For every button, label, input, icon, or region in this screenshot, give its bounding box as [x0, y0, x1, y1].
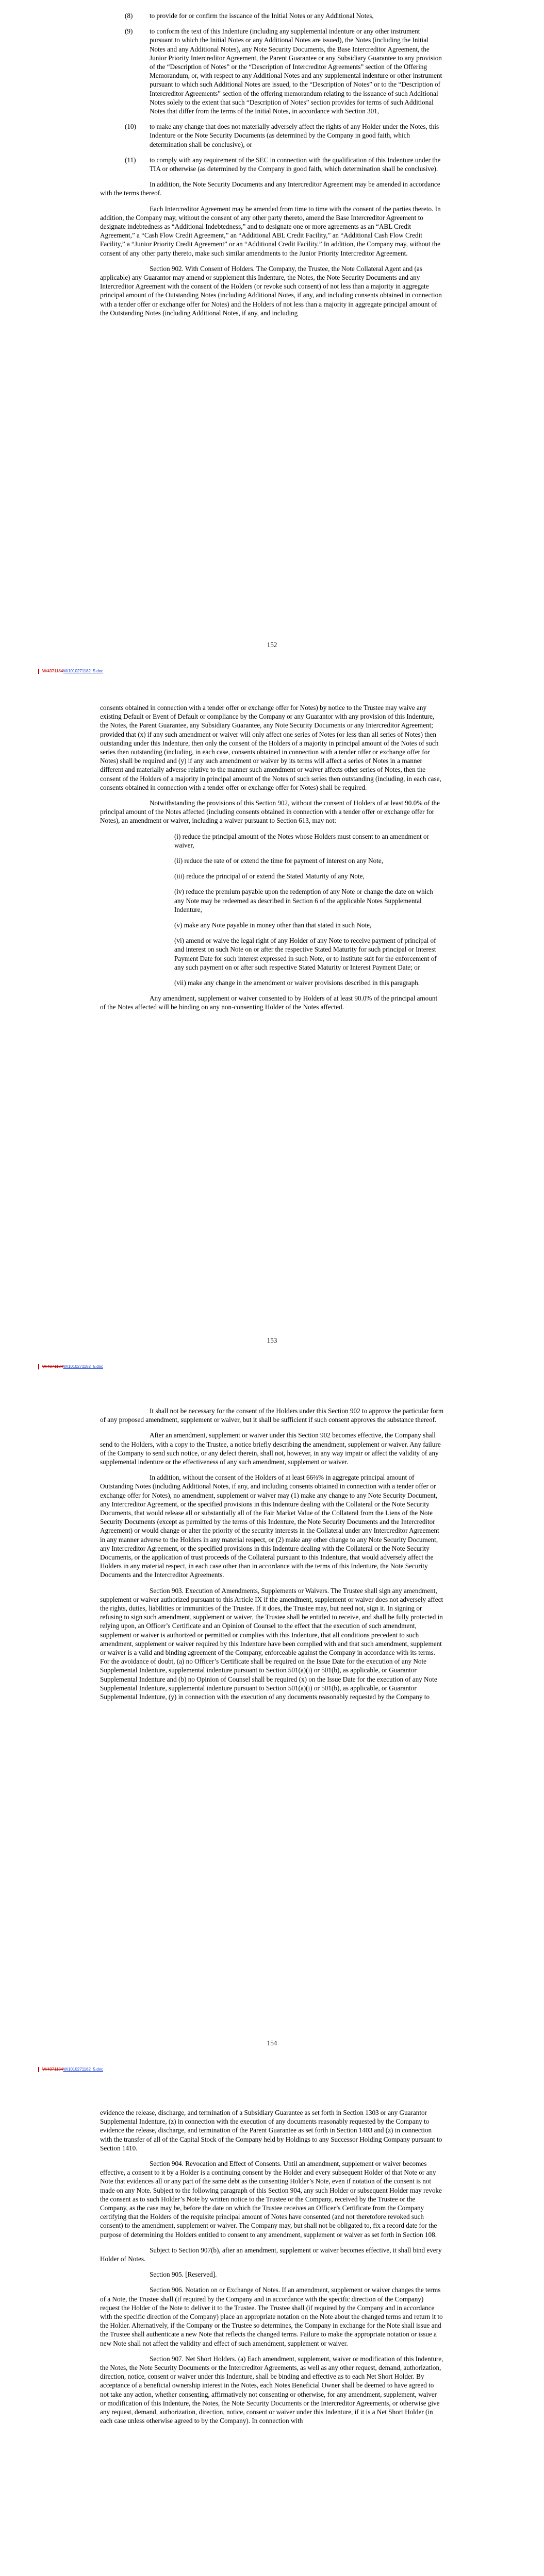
paragraph: Each Intercreditor Agreement may be amended from time to time with the consent of the parties thereto. In addition, the Company may, without the consent of any other party thereto, amend the Base Intercreditor Agreement to designate indebtedness as “Additional Indebtedness,” and to designate one or more agreements as an “ABL Credit Agreement,” a “Cash Flow Credit Agreement,” an “Additional ABL Credit Facility,” an “Additional Cash Flow Credit Facility,” a “Junior Priority Credit Agreement” or an “Additional Credit Facility.” In addition, the Company may, without the consent of any other party thereto, make such similar amendments to the Junior Priority Intercreditor Agreement. — [100, 205, 441, 257]
paragraph-text: to provide for or confirm the issuance of the Initial Notes or any Additional Notes, — [150, 12, 374, 20]
page-154 — [0, 1406, 544, 1708]
paragraph: Section 902. With Consent of Holders. The Company, the Trustee, the Note Collateral Agent and (as applicable) any Guarantor may amend or supplement this Indenture, the Notes, the Note Security Documents and any Intercreditor Agreement with the consent of the Holders (or revoke such consent) of not less than a majority in aggregate principal amount of the Outstanding Notes (including Additional Notes, if any, and including consents obtained in connection with a tender offer or exchange offer for Notes) and the Holders of not less than a majority in aggregate principal amount of the Outstanding Notes (including Additional Notes, if any, and including — [100, 264, 442, 317]
paragraph — [100, 156, 444, 173]
document-id-inserted: W/1010271182_5.doc — [63, 1364, 104, 1369]
paragraph-text: to make any change that does not materially adversely affect the rights of any Holder under the Notes, this Indenture or the Note Security Documents (as determined by the Company in good faith, which determination shall be conclusive), or — [150, 123, 439, 148]
document-id-deleted: W/4971184 — [42, 669, 63, 673]
paragraph: Section 905. [Reserved]. — [150, 2270, 217, 2279]
paragraph — [100, 27, 444, 115]
paragraph: Section 904. Revocation and Effect of Consents. Until an amendment, supplement or waiver becomes effective, a consent to it by a Holder is a continuing consent by the Holder and every subsequent Holder of that Note or any Note that evidences all or any part of the same debt as the consenting Holder’s Note, even if notation of the consent is not made on any Note. Subject to the following paragraph of this Section 904, any such Holder or subsequent Holder may revoke the consent as to such Holder’s Note by written notice to the Trustee or the Company, received by the Trustee or the Company, as the case may be, before the date on which the Trustee receives an Officer’s Certificate from the Company certifying that the Holders of the requisite principal amount of Notes have consented (and not theretofore revoked such consent) to the amendment, supplement or waiver. The Company may, but shall not be obligated to, fix a record date for the purpose of determining the Holders entitled to consent to any amendment, supplement or waiver as set forth in Section 108. — [100, 2160, 442, 2239]
paragraph: evidence the release, discharge, and termination of a Subsidiary Guarantee as set forth in Section 1303 or any Guarantor Supplemental Indenture, (z) in connection with the execution of any documents reasonably requested by the Company to evidence the release, discharge, and termination of the Parent Guarantee as set forth in Section 1403 and (z) in connection with the transfer of all of the Capital Stock of the Company held by Holdings to any Successor Holding Company pursuant to Section 1410. — [100, 2109, 442, 2152]
paragraph: It shall not be necessary for the consent of the Holders under this Section 902 to approve the particular form of any proposed amendment, supplement or waiver, but it shall be sufficient if such consent approves the substance thereof. — [100, 1407, 444, 1424]
paragraph: (iv) reduce the premium payable upon the redemption of any Note or change the date on which any Note may be redeemed as described in Section 6 of the applicable Notes Supplemental Indenture, — [174, 888, 433, 913]
document-id — [42, 669, 103, 673]
paragraph: In addition, without the consent of the Holders of at least 66⅔% in aggregate principal amount of Outstanding Notes (including Additional Notes, if any, and including consents obtained in connection with a tender offer or exchange offer for Notes), no amendment, supplement or waiver may (1) make any change to any Note Security Document, any Intercreditor Agreement, or the specified provisions in this Indenture dealing with the Collateral or the Note Security Documents, that would release all or substantially all of the Fair Market Value of the Collateral from the Liens of the Note Security Documents (except as permitted by the terms of this Indenture, the Note Security Documents and the Intercreditor Agreement) or would change or alter the priority of the security interests in the Collateral under any Intercreditor Agreement in any manner adverse to the Holders in any material respect, or (2) make any other change to any Note Security Document, any Intercreditor Agreement, or the specified provisions in this Indenture dealing with the Collateral or the Note Security Documents, or the application of trust proceeds of the Collateral pursuant to this Indenture, that would adversely affect the Holders in any material respect, in each case other than in accordance with the terms of this Indenture, the Note Security Documents and the Intercreditor Agreements. — [100, 1473, 439, 1579]
page-number: 154 — [267, 2039, 277, 2047]
paragraph: Section 907. Net Short Holders. (a) Each amendment, supplement, waiver or modification of this Indenture, the Notes, the Note Security Documents or the Intercreditor Agreements, as well as any other request, demand, authorization, direction, notice, consent or waiver under this Indenture, shall be binding and effective as to each Net Short Holder. By acceptance of a beneficial ownership interest in the Notes, each Notes Beneficial Owner shall be deemed to have agreed to not take any action, whether consenting, affirmatively not consenting or otherwise, for any amendment, supplement, waiver or modification of this Indenture, the Notes, the Note Security Documents or the Intercreditor Agreements, or otherwise give any request, demand, authorization, direction, notice, consent or waiver under this Indenture, if it is a Net Short Holder (in each case unless otherwise agreed to by the Company). In connection with — [100, 2354, 443, 2425]
page-153 — [0, 703, 544, 1019]
paragraph: (iii) reduce the principal of or extend the Stated Maturity of any Note, — [174, 872, 365, 880]
document-id — [42, 2067, 103, 2072]
paragraph-number: (8) — [125, 12, 133, 20]
paragraph-number: (10) — [125, 123, 136, 131]
paragraph: Subject to Section 907(b), after an amendment, supplement or waiver becomes effective, it shall bind every Holder of Notes. — [100, 2246, 442, 2263]
paragraph: In addition, the Note Security Documents and any Intercreditor Agreement may be amended in accordance with the terms thereof. — [100, 180, 440, 197]
paragraph-number: (11) — [125, 156, 136, 164]
revision-bar — [38, 669, 39, 674]
paragraph — [100, 122, 444, 149]
paragraph-text: to comply with any requirement of the SEC in connection with the qualification of this Indenture under the TIA or otherwise (as determined by the Company in good faith, which determination shall be conclusive). — [150, 156, 441, 173]
paragraph: Section 903. Execution of Amendments, Supplements or Waivers. The Trustee shall sign any amendment, supplement or waiver authorized pursuant to this Article IX if the amendment, supplement or waiver does not adversely affect the rights, duties, liabilities or immunities of the Trustee. If it does, the Trustee may, but need not, sign it. In signing or refusing to sign such amendment, supplement or waiver, the Trustee shall be entitled to receive, and shall be fully protected in relying upon, an Officer’s Certificate and an Opinion of Counsel to the effect that the execution of such amendment, supplement or waiver is authorized or permitted or complies with this Indenture, that all conditions precedent to such amendment, supplement or waiver required by this Indenture have been complied with and that such amendment, supplement or waiver is a valid and binding agreement of the Company, enforceable against the Company in accordance with its terms. For the avoidance of doubt, (a) no Officer’s Certificate shall be required on the Issue Date for the execution of any Note Supplemental Indenture, supplemental indenture pursuant to Section 501(a)(i) or 501(b), as applicable, or Guarantor Supplemental Indenture and (b) no Opinion of Counsel shall be required (x) on the Issue Date for the execution of any Note Supplemental Indenture, supplemental indenture pursuant to Section 501(a)(i) or 501(b), as applicable, or Guarantor Supplemental Indenture, (y) in connection with the execution of any documents reasonably requested by the Company to — [100, 1586, 443, 1701]
paragraph: Section 906. Notation on or Exchange of Notes. If an amendment, supplement or waiver changes the terms of a Note, the Trustee shall (if required by the Company and in accordance with the specific direction of the Company) request the Holder of the Note to deliver it to the Trustee. The Trustee shall (if required by the Company and in accordance with the specific direction of the Company) place an appropriate notation on the Note about the changed terms and return it to the Holder. Alternatively, if the Company or the Trustee so determines, the Company in exchange for the Note shall issue and the Trustee shall authenticate a new Note that reflects the changed terms. Failure to make the appropriate notation or issue a new Note shall not affect the validity and effect of such amendment, supplement or waiver. — [100, 2286, 443, 2347]
paragraph: (v) make any Note payable in money other than that stated in such Note, — [174, 921, 372, 929]
document-id-deleted: W/4971184 — [42, 2067, 63, 2072]
revision-bar — [38, 2067, 39, 2072]
paragraph: (i) reduce the principal amount of the Notes whose Holders must consent to an amendment or waiver, — [174, 832, 430, 849]
paragraph: (ii) reduce the rate of or extend the time for payment of interest on any Note, — [174, 857, 383, 865]
paragraph: (vii) make any change in the amendment or waiver provisions described in this paragraph. — [174, 979, 420, 987]
page-155 — [0, 2108, 544, 2432]
paragraph: consents obtained in connection with a tender offer or exchange offer for Notes) by notice to the Trustee may waive any existing Default or Event of Default or compliance by the Company or any Guarantor with any provision of this Indenture, the Notes, the Parent Guarantee, any Subsidiary Guarantee, any Note Security Documents or any Intercreditor Agreement; provided that (x) if any such amendment or waiver will only affect one series of Notes (or less than all series of Notes) then outstanding under this Indenture, then only the consent of the Holders of a majority in principal amount of the Notes of such series then outstanding (including, in each case, consents obtained in connection with a tender offer or exchange offer for Notes) shall be required and (y) if any such amendment or waiver by its terms will affect a series of Notes in a manner different and materially adverse relative to the manner such amendment or waiver affects other series of Notes, then the consent of the Holders of a majority in principal amount of the Notes of such series then outstanding (including, in each case, consents obtained in connection with a tender offer or exchange offer for Notes) shall be required. — [100, 704, 441, 791]
revision-bar — [38, 1364, 39, 1369]
paragraph: Any amendment, supplement or waiver consented to by Holders of at least 90.0% of the principal amount of the Notes affected will be binding on any non-consenting Holder of the Notes affected. — [100, 994, 438, 1011]
document-id-deleted: W/4971184 — [42, 1364, 63, 1369]
document-id-inserted: W/1010271182_5.doc — [63, 669, 104, 673]
paragraph-text: to conform the text of this Indenture (including any supplemental indenture or any other instrument pursuant to which the Initial Notes or any Additional Notes are issued), the Notes (including the Initial Notes and any Additional Notes), any Note Security Documents, the Base Intercreditor Agreement, the Junior Priority Intercreditor Agreement, the Parent Guarantee or any Subsidiary Guarantee to any provision of the “Description of Notes” or the “Description of Intercreditor Agreements” section of the Offering Memorandum, or, with respect to any Additional Notes and any supplemental indenture or other instrument pursuant to which such Additional Notes are issued, to the “Description of Notes” or to the “Description of Intercreditor Agreements” section of the offering memorandum relating to the issuance of such Additional Notes solely to the extent that such “Description of Notes” section provides for terms of such Additional Notes that differ from the terms of the Initial Notes, in accordance with Section 301, — [150, 27, 442, 115]
page-152 — [0, 11, 544, 324]
page-number: 153 — [267, 1336, 277, 1344]
paragraph — [100, 11, 444, 20]
document-id — [42, 1364, 103, 1369]
paragraph: Notwithstanding the provisions of this Section 902, without the consent of Holders of at least 90.0% of the principal amount of the Notes affected (including consents obtained in connection with a tender offer or exchange offer for Notes), an amendment or waiver, including a waiver pursuant to Section 613, may not: — [100, 799, 440, 825]
paragraph: (vi) amend or waive the legal right of any Holder of any Note to receive payment of principal of and interest on such Note on or after the respective Stated Maturity for such principal or Interest Payment Date for such interest expressed in such Note, or to institute suit for the enforcement of any such payment on or after such respective Stated Maturity or Interest Payment Date; or — [174, 937, 437, 971]
document-id-inserted: W/1010271182_5.doc — [63, 2067, 104, 2072]
page-number: 152 — [267, 641, 277, 649]
paragraph-number: (9) — [125, 27, 133, 36]
paragraph: After an amendment, supplement or waiver under this Section 902 becomes effective, the Company shall send to the Holders, with a copy to the Trustee, a notice briefly describing the amendment, supplement or waiver. Any failure of the Company to send such notice, or any defect therein, shall not, however, in any way impair or affect the validity of any supplemental indenture or the effectiveness of any such amendment, supplement or waiver. — [100, 1431, 441, 1466]
